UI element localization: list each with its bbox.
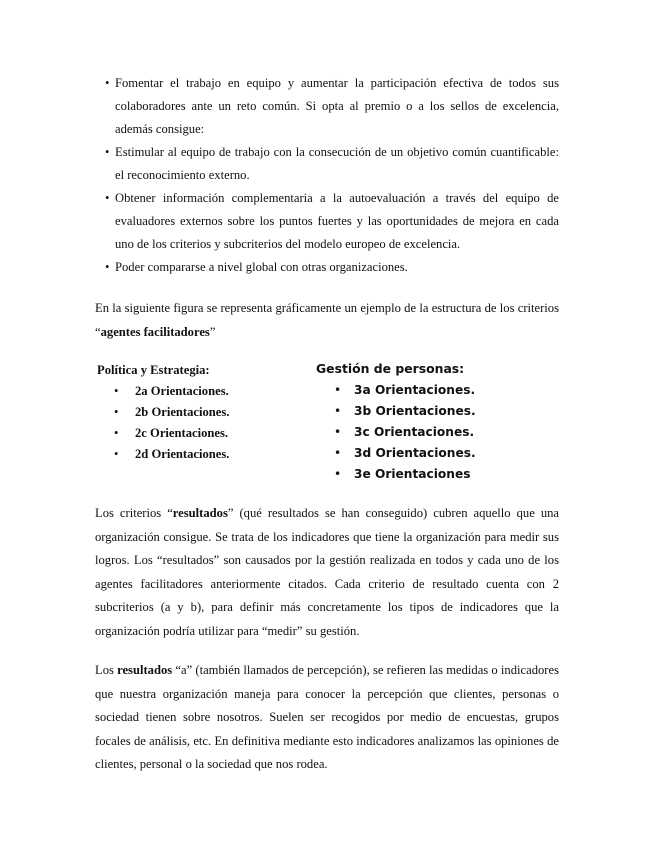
bullet-text: Obtener información complementaria a la autoevaluación a través del equipo de evaluadores externos sobre los puntos fuertes y las oportunidades de mejora en cada uno de los criterios y subcriterios del modelo europeo de excelencia.: [115, 191, 559, 251]
bullet-text: Fomentar el trabajo en equipo y aumentar la participación efectiva de todos sus colaboradores ante un reto común. Si opta al premio o a los sellos de excelencia, además consigue:: [115, 76, 559, 136]
bullet-symbol: •: [114, 384, 119, 398]
resultados-bold: resultados: [172, 506, 228, 520]
left-column-title: Política y Estrategia:: [97, 363, 210, 377]
list-item-text: 3e Orientaciones: [354, 467, 471, 481]
bullet-text: Poder compararse a nivel global con otras organizaciones.: [115, 260, 408, 274]
figure-intro-closing: ”: [209, 324, 216, 339]
list-item: [114, 423, 229, 444]
percepcion-text-rest: “a” (también llamados de percepción), se refieren las medidas o indicadores que nuestra organización maneja para conocer la percepción que clientes, personas o sociedad tienen sobre nosotros. Suelen ser recogidos por medio de encuestas, grupos focales de análisis, etc. En definitiva mediante esto indicadores analizamos las opiniones de clientes, personal o la sociedad que nos rodea.: [95, 663, 559, 772]
figure-intro-text: En la siguiente figura se representa gráficamente un ejemplo de la estructura de los criterios “: [95, 301, 559, 339]
list-item: [114, 381, 229, 402]
benefits-bullet-list: [103, 72, 559, 279]
right-column-list: [334, 380, 476, 485]
list-item: [114, 444, 229, 465]
percepcion-paragraph: [95, 659, 559, 777]
list-item: [334, 380, 476, 401]
bullet-item: [103, 256, 559, 279]
list-item-text: 3a Orientaciones.: [354, 383, 476, 397]
list-item-text: 2b Orientaciones.: [135, 405, 230, 419]
resultados-paragraph: [95, 502, 559, 644]
bullet-item: [103, 141, 559, 187]
list-item: [334, 464, 476, 485]
list-item-text: 2d Orientaciones.: [135, 447, 230, 461]
list-item: [334, 401, 476, 422]
bullet-symbol: •: [334, 425, 342, 439]
right-column-title: Gestión de personas:: [316, 361, 465, 376]
resultados-text-rest: ” (qué resultados se han conseguido) cubren aquello que una organización consigue. Se trata de los indicadores que tiene la organización para medir sus logros. Los “resultados” son causados por la gestión realizada en todos y cada uno de los agentes facilitadores anteriormente citados. Cada criterio de resultado cuenta con 2 subcriterios (a y b), para definir más concretamente los tipos de indicadores que la organización podría utilizar para “medir” su gestión.: [95, 506, 560, 638]
bullet-symbol: •: [105, 260, 110, 274]
list-item-text: 3b Orientaciones.: [354, 404, 476, 418]
list-item: [114, 402, 229, 423]
left-column-list: [114, 381, 229, 465]
list-item-text: 3d Orientaciones.: [354, 446, 476, 460]
percepcion-text: Los: [95, 663, 118, 677]
bullet-symbol: •: [114, 426, 119, 440]
bullet-symbol: •: [105, 191, 110, 205]
bullet-symbol: •: [334, 383, 342, 397]
figure-intro-bold: agentes facilitadores: [100, 324, 210, 339]
bullet-symbol: •: [334, 404, 342, 418]
list-item: [334, 422, 476, 443]
list-item-text: 2c Orientaciones.: [135, 426, 229, 440]
bullet-item: [103, 72, 559, 141]
percepcion-bold: resultados: [117, 663, 173, 677]
list-item-text: 3c Orientaciones.: [354, 425, 475, 439]
bullet-text: Estimular al equipo de trabajo con la consecución de un objetivo común cuantificable: el reconocimiento externo.: [115, 145, 559, 182]
figure-intro-paragraph: [95, 297, 559, 344]
bullet-symbol: •: [334, 467, 342, 481]
resultados-text: Los criterios “: [95, 506, 173, 520]
bullet-symbol: •: [105, 145, 110, 159]
bullet-symbol: •: [334, 446, 342, 460]
bullet-symbol: •: [114, 405, 119, 419]
list-item-text: 2a Orientaciones.: [135, 384, 229, 398]
bullet-item: [103, 187, 559, 256]
list-item: [334, 443, 476, 464]
bullet-symbol: •: [105, 76, 110, 90]
bullet-symbol: •: [114, 447, 119, 461]
